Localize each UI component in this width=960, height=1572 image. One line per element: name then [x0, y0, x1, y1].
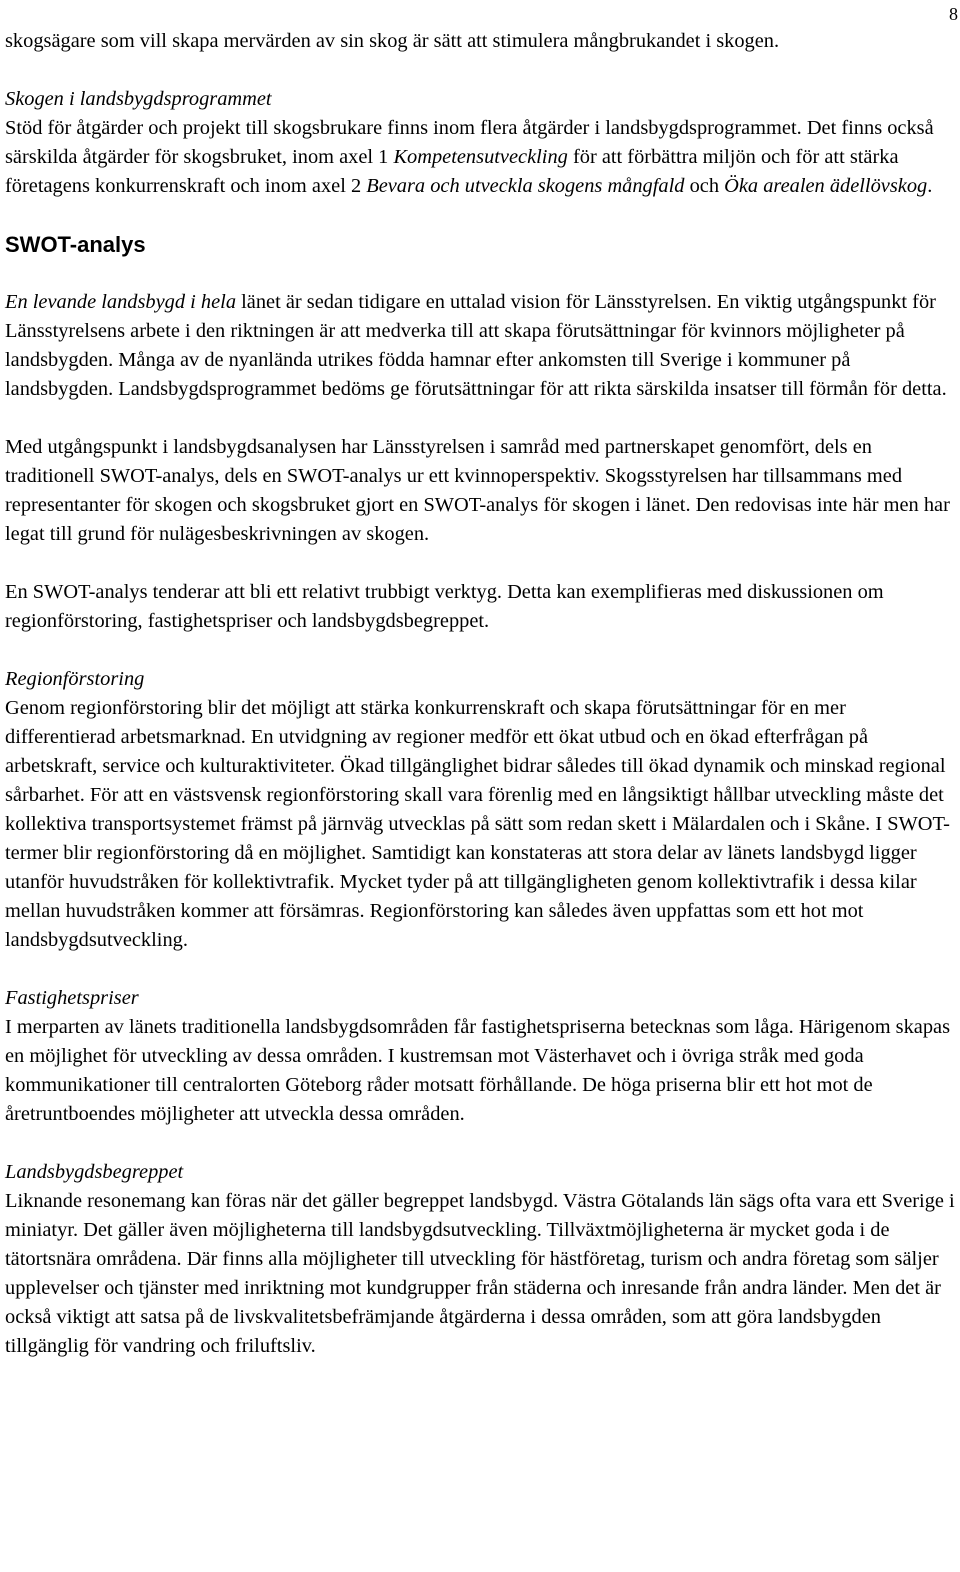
swot-paragraph-3	[5, 578, 955, 636]
document-body	[5, 27, 955, 1390]
swot-p1-text: länet är sedan tidigare en uttalad vision för Länsstyrelsen. En viktig utgångspunkt för Länsstyrelsens arbete i den riktningen är att medverka till att skapa förutsättningar för kvinnors möjligheter på landsbygden. Många av de nyanlända utrikes födda hamnar efter ankomsten till Sverige i kommuner på landsbygden. Landsbygdsprogrammet bedöms ge förutsättningar för att rikta särskilda insatser till förmån för detta.	[5, 291, 947, 400]
fastighetspriser-text: I merparten av länets traditionella landsbygdsområden får fastighetspriserna betecknas som låga. Härigenom skapas en möjlighet för utveckling av dessa områden. I kustremsan mot Västerhavet och i övriga stråk med goda kommunikationer till centralorten Göteborg råder motsatt förhållande. De höga priserna blir ett hot mot de åretruntboendes möjligheter att utveckla dessa områden.	[5, 1016, 951, 1125]
swot-paragraph-1	[5, 288, 955, 404]
skogen-text-4: .	[927, 175, 933, 197]
skogen-text-1: Stöd för åtgärder och projekt till skogsbrukare finns inom flera åtgärder i landsbygdsprogrammet. Det finns också särskilda åtgärder för skogsbruket, inom axel 1	[5, 117, 934, 168]
skogen-text-3: och	[684, 175, 725, 197]
section-heading-fastighetspriser: Fastighetspriser	[5, 987, 139, 1009]
section-regionforstoring	[5, 665, 955, 955]
regionforstoring-text: Genom regionförstoring blir det möjligt att stärka konkurrenskraft och skapa förutsättningar för en mer differentierad arbetsmarknad. En utvidgning av regioner medför ett ökat utbud och en ökad efterfrågan på arbetskraft, service och kulturaktiviteter. Ökad tillgänglighet bidrar således till ökad dynamik och minskad regional sårbarhet. För att en västsvensk regionförstoring skall vara förenlig med en långsiktigt hållbar utveckling måste det kollektiva transportsystemet främst på järnväg utvecklas på sätt som redan skett i Mälardalen och i Skåne. I SWOT-termer blir regionförstoring då en möjlighet. Samtidigt kan konstateras att stora delar av länets landsbygd ligger utanför huvudstråken för kollektivtrafik. Mycket tyder på att tillgängligheten genom kollektivtrafik i dessa kilar mellan huvudstråken kommer att försämras. Regionförstoring kan således även uppfattas som ett hot mot landsbygdsutveckling.	[5, 697, 950, 951]
swot-p1	[5, 288, 955, 404]
skogen-em-3: Öka arealen ädellövskog	[724, 175, 928, 197]
section-heading-skogen: Skogen i landsbygdsprogrammet	[5, 88, 272, 110]
intro-paragraph	[5, 27, 955, 56]
landsbygdsbegreppet-text: Liknande resonemang kan föras när det gäller begreppet landsbygd. Västra Götalands län sägs ofta vara ett Sverige i miniatyr. Det gäller även möjligheterna till landsbygdsutveckling. Tillväxtmöjligheterna är mycket goda i de tätortsnära områdena. Där finns alla möjligheter till utveckling för hästföretag, turism och andra företag som säljer upplevelser och tjänster med inriktning mot kundgrupper från städerna och inresande från andra länder. Men det är också viktigt att satsa på de livskvalitetsbefrämjande åtgärderna i dessa områden, som att göra landsbygden tillgänglig för vandring och friluftsliv.	[5, 1190, 955, 1357]
swot-p1-em: En levande landsbygd i hela	[5, 291, 237, 313]
swot-p3: En SWOT-analys tenderar att bli ett relativt trubbigt verktyg. Detta kan exemplifieras med diskussionen om regionförstoring, fastighetspriser och landsbygdsbegreppet.	[5, 581, 884, 632]
swot-p2: Med utgångspunkt i landsbygdsanalysen har Länsstyrelsen i samråd med partnerskapet genomfört, dels en traditionell SWOT-analys, dels en SWOT-analys ur ett kvinnoperspektiv. Skogsstyrelsen har tillsammans med representanter för skogen och skogsbruket gjort en SWOT-analys för skogen i länet. Den redovisas inte här men har legat till grund för nulägesbeskrivningen av skogen.	[5, 436, 950, 545]
section-heading-landsbygdsbegreppet: Landsbygdsbegreppet	[5, 1161, 184, 1183]
skogen-em-1: Kompetensutveckling	[393, 146, 568, 168]
section-fastighetspriser	[5, 984, 955, 1129]
section-heading-regionforstoring: Regionförstoring	[5, 668, 145, 690]
swot-paragraph-2	[5, 433, 955, 549]
skogen-text-2: för att förbättra miljön och för att stärka företagens konkurrenskraft och inom axel 2	[5, 146, 899, 197]
skogen-paragraph	[5, 114, 955, 201]
section-landsbygdsbegreppet	[5, 1158, 955, 1361]
skogen-em-2: Bevara och utveckla skogens mångfald	[366, 175, 685, 197]
intro-text: skogsägare som vill skapa mervärden av sin skog är sätt att stimulera mångbrukandet i skogen.	[5, 30, 780, 52]
section-heading-swot: SWOT-analys	[5, 232, 146, 257]
section-skogen	[5, 85, 955, 201]
page-number: 8	[949, 4, 958, 24]
